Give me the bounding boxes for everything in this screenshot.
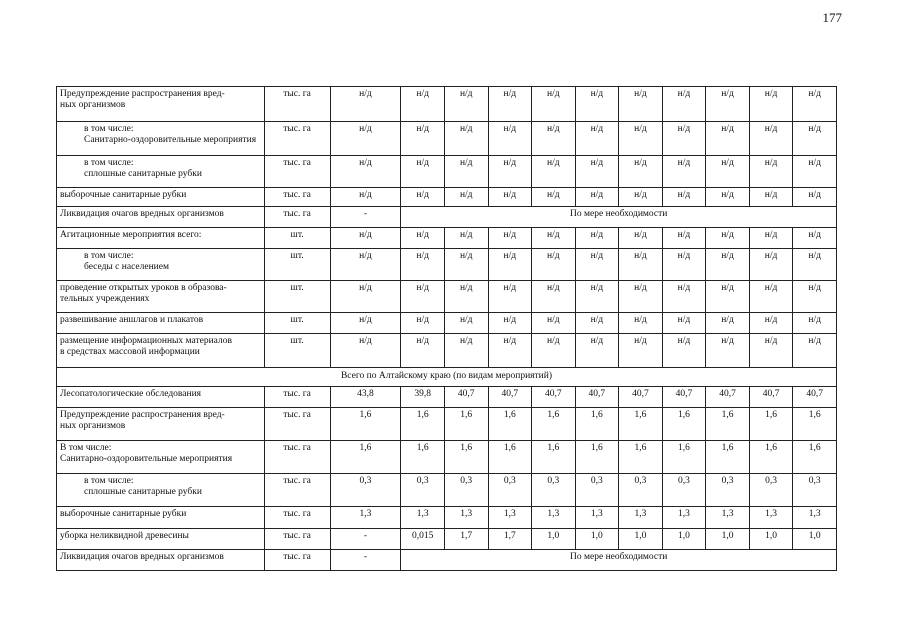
row-unit: шт. — [264, 249, 330, 281]
row-value: 43,8 — [330, 387, 401, 408]
row-value: 0,3 — [532, 474, 576, 507]
row-value: н/д — [330, 249, 401, 281]
table-row — [57, 408, 837, 441]
row-value: н/д — [330, 281, 401, 313]
row-label-line: Санитарно-оздоровительные мероприятия — [84, 135, 257, 145]
table-row — [57, 474, 837, 507]
row-value: н/д — [330, 313, 401, 334]
row-label — [57, 387, 265, 408]
row-label-line: в том числе: — [84, 124, 134, 134]
row-value: н/д — [619, 334, 663, 368]
row-value: н/д — [532, 156, 576, 188]
row-label — [57, 249, 265, 281]
row-label-line: в том числе: — [84, 476, 134, 486]
table-row — [57, 441, 837, 474]
row-value: н/д — [793, 188, 837, 207]
row-unit: тыс. га — [264, 188, 330, 207]
table-row — [57, 122, 837, 156]
row-label — [57, 188, 265, 207]
row-value: н/д — [532, 249, 576, 281]
table-row — [57, 529, 837, 550]
row-label-line: Агитационные мероприятия всего: — [60, 230, 202, 240]
row-value: н/д — [662, 87, 706, 122]
table-row — [57, 249, 837, 281]
row-value: 1,6 — [793, 408, 837, 441]
row-value: н/д — [532, 281, 576, 313]
row-value: н/д — [575, 228, 619, 249]
row-value: н/д — [444, 188, 488, 207]
row-value: 0,3 — [662, 474, 706, 507]
row-value: 1,6 — [575, 408, 619, 441]
row-label-line: Предупреждение распространения вред- — [60, 89, 225, 99]
row-value: н/д — [793, 87, 837, 122]
row-value: н/д — [619, 156, 663, 188]
row-unit: тыс. га — [264, 156, 330, 188]
row-value: 0,3 — [575, 474, 619, 507]
row-value: 1,6 — [749, 408, 793, 441]
table-row — [57, 207, 837, 228]
row-value: 0,3 — [330, 474, 401, 507]
row-value: н/д — [444, 249, 488, 281]
row-value: 1,6 — [706, 441, 750, 474]
row-value: н/д — [575, 313, 619, 334]
row-unit: шт. — [264, 228, 330, 249]
row-value: 1,6 — [401, 441, 445, 474]
row-value: н/д — [330, 87, 401, 122]
row-value: н/д — [488, 313, 532, 334]
row-value: 1,6 — [401, 408, 445, 441]
row-value: н/д — [488, 188, 532, 207]
table-row — [57, 507, 837, 529]
row-value: н/д — [330, 156, 401, 188]
row-unit: тыс. га — [264, 474, 330, 507]
row-label — [57, 441, 265, 474]
row-value: 1,3 — [706, 507, 750, 529]
row-value: н/д — [575, 156, 619, 188]
row-value: 0,3 — [706, 474, 750, 507]
row-value: н/д — [532, 313, 576, 334]
row-value: н/д — [444, 313, 488, 334]
row-label-line: выборочные санитарные рубки — [60, 509, 187, 519]
row-label: Ликвидация очагов вредных организмов — [57, 207, 265, 228]
merged-note: По мере необходимости — [401, 207, 837, 228]
row-value: 1,6 — [749, 441, 793, 474]
row-value: н/д — [488, 249, 532, 281]
row-value: н/д — [444, 87, 488, 122]
table-row — [57, 334, 837, 368]
row-label-line: ных организмов — [60, 421, 126, 431]
row-label-line: уборка неликвидной древесины — [60, 531, 189, 541]
row-value: н/д — [793, 156, 837, 188]
row-value: н/д — [662, 228, 706, 249]
row-value: 40,7 — [662, 387, 706, 408]
row-value: 1,6 — [662, 441, 706, 474]
row-value: н/д — [330, 228, 401, 249]
row-value: н/д — [706, 188, 750, 207]
row-value: н/д — [662, 281, 706, 313]
row-value: н/д — [330, 334, 401, 368]
row-value: н/д — [619, 281, 663, 313]
row-value: 0,3 — [619, 474, 663, 507]
row-unit: шт. — [264, 313, 330, 334]
row-value: 40,7 — [793, 387, 837, 408]
row-value: н/д — [793, 228, 837, 249]
row-value: - — [330, 207, 401, 228]
row-label-line: тельных учреждениях — [60, 294, 150, 304]
row-value: н/д — [488, 156, 532, 188]
row-value: н/д — [575, 249, 619, 281]
row-unit: тыс. га — [264, 387, 330, 408]
row-label — [57, 228, 265, 249]
row-value: н/д — [706, 156, 750, 188]
row-value: 1,6 — [575, 441, 619, 474]
section-header: Всего по Алтайскому краю (по видам мероприятий) — [57, 368, 837, 387]
row-label-line: развешивание аншлагов и плакатов — [60, 315, 204, 325]
table-row — [57, 228, 837, 249]
row-value: 1,7 — [444, 529, 488, 550]
row-value: н/д — [706, 87, 750, 122]
row-value: 1,3 — [330, 507, 401, 529]
row-value: н/д — [706, 334, 750, 368]
row-value: н/д — [749, 87, 793, 122]
row-label — [57, 87, 265, 122]
row-unit: тыс. га — [264, 408, 330, 441]
row-value: н/д — [401, 122, 445, 156]
row-value: н/д — [619, 228, 663, 249]
row-unit: тыс. га — [264, 550, 330, 571]
row-unit: тыс. га — [264, 207, 330, 228]
row-value: н/д — [706, 249, 750, 281]
row-value: н/д — [532, 334, 576, 368]
row-value: 40,7 — [706, 387, 750, 408]
row-value: н/д — [749, 156, 793, 188]
row-value: 1,6 — [793, 441, 837, 474]
row-value: н/д — [749, 188, 793, 207]
row-value: н/д — [488, 122, 532, 156]
row-value: 1,6 — [662, 408, 706, 441]
row-value: 1,3 — [662, 507, 706, 529]
row-value: 1,3 — [619, 507, 663, 529]
row-value: 1,7 — [488, 529, 532, 550]
row-value: н/д — [749, 281, 793, 313]
row-value: н/д — [619, 249, 663, 281]
row-value: н/д — [662, 188, 706, 207]
row-value: 1,3 — [444, 507, 488, 529]
table-row — [57, 550, 837, 571]
row-value: н/д — [401, 281, 445, 313]
merged-note: По мере необходимости — [401, 550, 837, 571]
row-value: 1,6 — [330, 441, 401, 474]
row-value: н/д — [619, 313, 663, 334]
row-value: н/д — [749, 313, 793, 334]
row-value: н/д — [575, 334, 619, 368]
section-header-row — [57, 368, 837, 387]
row-value: н/д — [401, 87, 445, 122]
row-value: 0,3 — [444, 474, 488, 507]
row-value: н/д — [444, 156, 488, 188]
row-label-line: проведение открытых уроков в образова- — [60, 283, 227, 293]
row-value: н/д — [401, 228, 445, 249]
row-value: н/д — [619, 87, 663, 122]
row-unit: шт. — [264, 334, 330, 368]
row-value: н/д — [662, 334, 706, 368]
row-value: н/д — [706, 313, 750, 334]
row-value: 1,0 — [619, 529, 663, 550]
row-value: н/д — [575, 188, 619, 207]
row-value: 1,3 — [575, 507, 619, 529]
row-label-line: в том числе: — [84, 158, 134, 168]
row-value: 1,0 — [575, 529, 619, 550]
row-value: н/д — [401, 249, 445, 281]
row-value: - — [330, 550, 401, 571]
row-value: н/д — [444, 334, 488, 368]
row-value: н/д — [749, 249, 793, 281]
row-value: 1,0 — [532, 529, 576, 550]
row-value: 1,6 — [532, 441, 576, 474]
row-label — [57, 156, 265, 188]
row-unit: шт. — [264, 281, 330, 313]
row-value: 0,3 — [488, 474, 532, 507]
row-label — [57, 474, 265, 507]
row-value: 1,6 — [330, 408, 401, 441]
row-value: н/д — [330, 122, 401, 156]
measures-table — [56, 86, 837, 571]
row-value: н/д — [793, 249, 837, 281]
row-value: 40,7 — [532, 387, 576, 408]
row-value: 1,3 — [488, 507, 532, 529]
row-label-line: выборочные санитарные рубки — [60, 190, 187, 200]
row-value: 0,015 — [401, 529, 445, 550]
row-label-line: Санитарно-оздоровительные мероприятия — [60, 454, 233, 464]
row-value: н/д — [401, 156, 445, 188]
row-value: н/д — [706, 281, 750, 313]
row-value: н/д — [488, 334, 532, 368]
row-value: н/д — [532, 188, 576, 207]
row-label-line: Лесопатологические обследования — [60, 389, 202, 399]
row-value: н/д — [488, 87, 532, 122]
row-label — [57, 281, 265, 313]
row-label — [57, 507, 265, 529]
row-value: н/д — [619, 122, 663, 156]
row-label-line: в том числе: — [84, 251, 134, 261]
row-value: 1,6 — [532, 408, 576, 441]
row-value: 1,6 — [488, 408, 532, 441]
row-value: 39,8 — [401, 387, 445, 408]
row-value: н/д — [662, 313, 706, 334]
row-value: н/д — [749, 122, 793, 156]
row-value: 1,3 — [401, 507, 445, 529]
row-value: н/д — [575, 122, 619, 156]
row-value: н/д — [662, 122, 706, 156]
row-label-line: В том числе: — [60, 443, 112, 453]
row-value: н/д — [749, 334, 793, 368]
row-value: н/д — [706, 122, 750, 156]
row-value: н/д — [444, 228, 488, 249]
row-value: 0,3 — [749, 474, 793, 507]
row-value: н/д — [401, 188, 445, 207]
row-label — [57, 122, 265, 156]
row-value: 1,6 — [444, 441, 488, 474]
row-label-line: сплошные санитарные рубки — [84, 169, 202, 179]
table-row — [57, 188, 837, 207]
row-unit: тыс. га — [264, 122, 330, 156]
row-value: н/д — [532, 228, 576, 249]
row-value: н/д — [793, 313, 837, 334]
row-value: 1,6 — [488, 441, 532, 474]
row-label: Ликвидация очагов вредных организмов — [57, 550, 265, 571]
row-value: н/д — [575, 281, 619, 313]
row-label — [57, 334, 265, 368]
table-row — [57, 281, 837, 313]
row-value: н/д — [662, 249, 706, 281]
row-label-line: беседы с населением — [84, 262, 169, 272]
row-value: 0,3 — [793, 474, 837, 507]
row-value: н/д — [532, 122, 576, 156]
row-label-line: размещение информационных материалов — [60, 336, 232, 346]
row-value: н/д — [575, 87, 619, 122]
row-value: 1,3 — [532, 507, 576, 529]
table-row — [57, 387, 837, 408]
row-label-line: сплошные санитарные рубки — [84, 487, 202, 497]
row-value: 40,7 — [749, 387, 793, 408]
row-value: 1,3 — [749, 507, 793, 529]
row-value: н/д — [793, 334, 837, 368]
row-value: н/д — [488, 281, 532, 313]
row-value: н/д — [619, 188, 663, 207]
row-unit: тыс. га — [264, 87, 330, 122]
row-value: н/д — [749, 228, 793, 249]
row-label — [57, 313, 265, 334]
row-value: 1,6 — [706, 408, 750, 441]
row-value: 40,7 — [488, 387, 532, 408]
row-value: 1,6 — [619, 408, 663, 441]
row-value: 0,3 — [401, 474, 445, 507]
row-value: н/д — [662, 156, 706, 188]
row-value: н/д — [401, 313, 445, 334]
page-number: 177 — [822, 10, 842, 25]
row-value: н/д — [444, 281, 488, 313]
row-label-line: Предупреждение распространения вред- — [60, 410, 225, 420]
row-value: н/д — [706, 228, 750, 249]
row-label-line: ных организмов — [60, 100, 126, 110]
table-row — [57, 87, 837, 122]
row-value: н/д — [793, 122, 837, 156]
row-unit: тыс. га — [264, 529, 330, 550]
row-value: н/д — [444, 122, 488, 156]
row-value: 1,0 — [706, 529, 750, 550]
row-label-line: в средствах массовой информации — [60, 347, 200, 357]
row-label — [57, 529, 265, 550]
row-value: н/д — [488, 228, 532, 249]
row-value: - — [330, 529, 401, 550]
row-value: 1,0 — [793, 529, 837, 550]
row-value: 40,7 — [444, 387, 488, 408]
row-value: н/д — [401, 334, 445, 368]
row-value: н/д — [532, 87, 576, 122]
row-value: 40,7 — [575, 387, 619, 408]
row-value: 40,7 — [619, 387, 663, 408]
row-unit: тыс. га — [264, 441, 330, 474]
row-value: н/д — [793, 281, 837, 313]
row-value: 1,6 — [444, 408, 488, 441]
row-value: 1,0 — [662, 529, 706, 550]
row-unit: тыс. га — [264, 507, 330, 529]
table-row — [57, 156, 837, 188]
row-value: н/д — [330, 188, 401, 207]
row-value: 1,6 — [619, 441, 663, 474]
table-row — [57, 313, 837, 334]
row-value: 1,0 — [749, 529, 793, 550]
row-label — [57, 408, 265, 441]
row-value: 1,3 — [793, 507, 837, 529]
